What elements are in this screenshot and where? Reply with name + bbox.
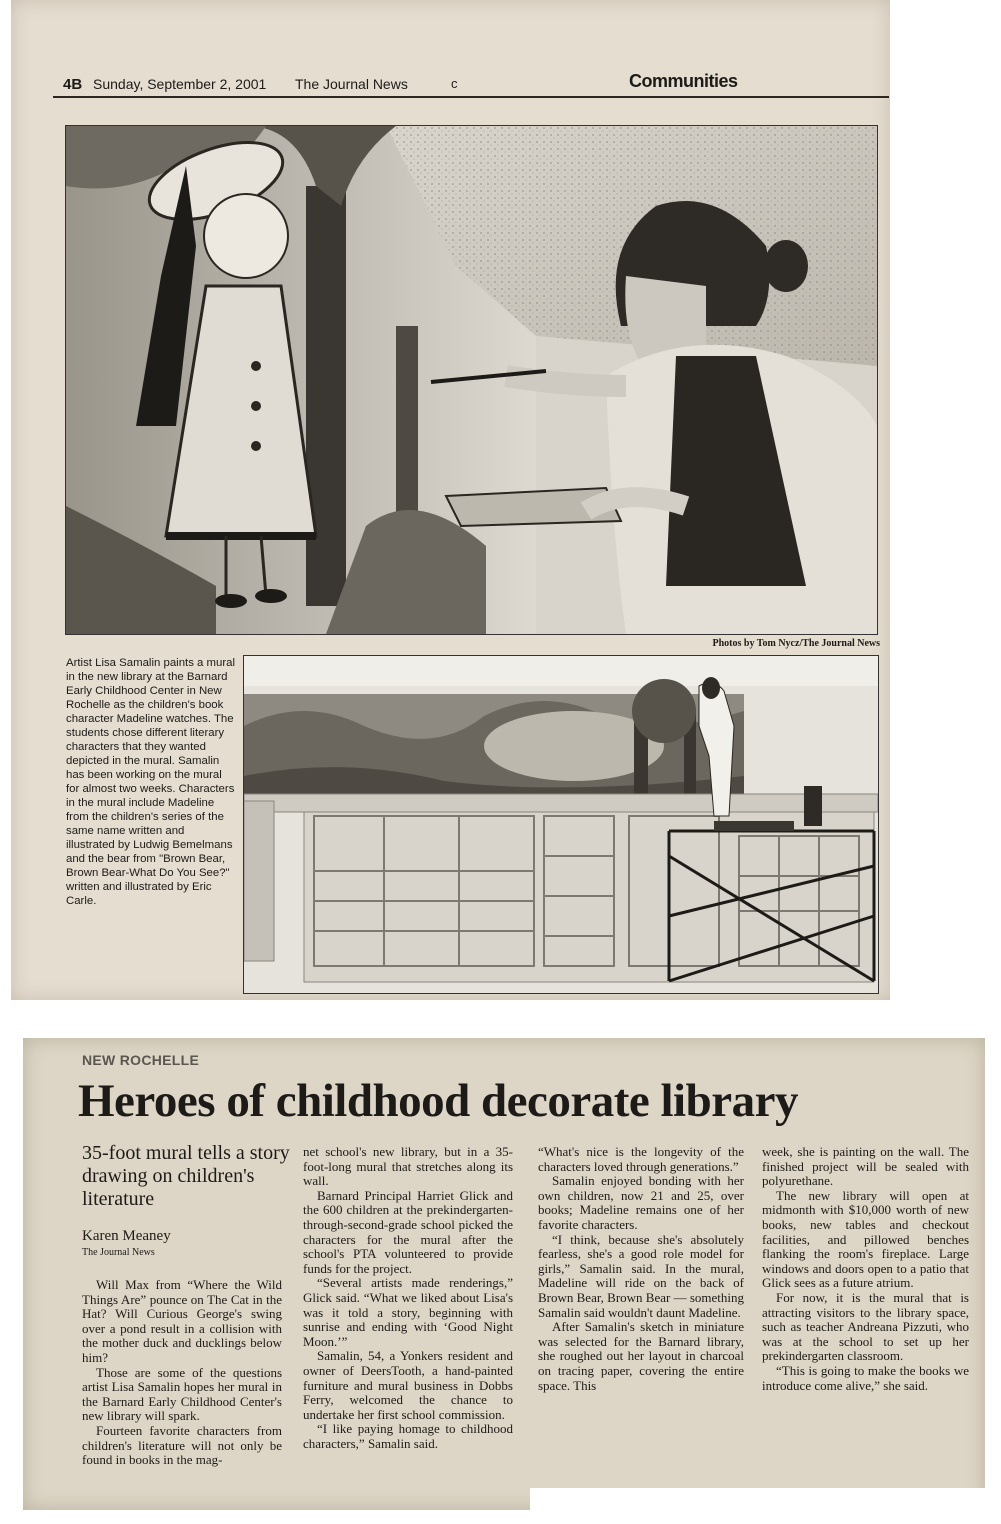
paragraph: net school's new library, but in a 35-foot-long mural that stretches along its wall. — [303, 1144, 513, 1189]
paragraph: Samalin enjoyed bonding with her own children, now 21 and 25, over books; Madeline remains one of her favorite characters. — [538, 1173, 744, 1232]
paragraph: “What's nice is the longevity of the characters loved through generations.” — [538, 1144, 744, 1174]
article-headline: Heroes of childhood decorate library — [78, 1075, 798, 1127]
mural-overview-photo — [243, 655, 879, 994]
article-column-4 — [762, 1145, 969, 1393]
author-byline: Karen Meaney — [82, 1228, 171, 1244]
clipping-cutout — [530, 1488, 990, 1524]
paragraph: “I think, because she's absolutely fearless, she's a good role model for girls,” Samalin said. In the mural, Madeline will ride on the back of Brown Bear, Brown Bear — something Samalin said wouldn't daunt Madeline. — [538, 1231, 745, 1320]
mural-overview-image — [244, 656, 878, 993]
section-name: Communities — [629, 71, 738, 91]
article-column-3 — [538, 1145, 744, 1393]
paragraph: Barnard Principal Harriet Glick and the 600 children at the prekindergarten-through-second-grade school picked the characters for the mural after the school's PTA volunteered to provide funds for the project. — [303, 1187, 513, 1276]
article-subheadline: 35-foot mural tells a story drawing on children's literature — [82, 1142, 290, 1210]
artist-painting-image — [66, 126, 877, 634]
paragraph: week, she is painting on the wall. The finished project will be sealed with polyurethane. — [762, 1144, 969, 1189]
page-number: 4B — [63, 76, 83, 93]
artist-painting-photo — [65, 125, 878, 635]
edition-mark: c — [451, 76, 458, 91]
photo-credit: Photos by Tom Nycz/The Journal News — [712, 638, 880, 649]
paragraph: After Samalin's sketch in miniature was selected for the Barnard library, she roughed out her layout in charcoal on tracing paper, covering the entire space. This — [538, 1319, 744, 1393]
article-column-2 — [303, 1145, 513, 1451]
author-organization: The Journal News — [82, 1247, 155, 1258]
paragraph: “This is going to make the books we introduce come alive,” she said. — [762, 1362, 969, 1393]
paragraph: “I like paying homage to childhood characters,” Samalin said. — [303, 1421, 513, 1451]
paragraph: The new library will open at midmonth with $10,000 worth of new books, new tables and checkout facilities, and pillowed benches flanking the room's fireplace. Large windows and doors open to a patio that Glick sees as a future atrium. — [762, 1187, 969, 1291]
paragraph: Samalin, 54, a Yonkers resident and owner of DeersTooth, a hand-painted furniture and mural business in Dobbs Ferry, welcomed the chance to undertake her first school commission. — [303, 1348, 513, 1422]
publication-date: Sunday, September 2, 2001 — [93, 76, 267, 92]
article-column-1 — [82, 1278, 282, 1468]
paragraph: “Several artists made renderings,” Glick said. “What we liked about Lisa's was it told a story, beginning with sunrise and ending with ‘Good Night Moon.’” — [303, 1275, 513, 1349]
paragraph: For now, it is the mural that is attracting visitors to the library space, such as teacher Andreana Pizzuti, who was at the school to set up her prekindergarten classroom. — [762, 1289, 969, 1364]
newspaper-name: The Journal News — [295, 76, 408, 92]
page-header — [53, 71, 889, 98]
paragraph: Those are some of the questions artist Lisa Samalin hopes her mural in the Barnard Early Childhood Center's new library will spark. — [82, 1364, 282, 1424]
photo-caption: Artist Lisa Samalin paints a mural in the new library at the Barnard Early Childhood Center in New Rochelle as the children's book character Madeline watches. The students chose different literary characters that they wanted depicted in the mural. Samalin has been working on the mural for almost two weeks. Characters in the mural include Madeline from the children's series of the same name written and illustrated by Ludwig Bemelmans and the bear from "Brown Bear, Brown Bear-What Do You See?" written and illustrated by Eric Carle. — [66, 657, 236, 907]
location-kicker: NEW ROCHELLE — [82, 1052, 200, 1068]
paragraph: Will Max from “Where the Wild Things Are” pounce on The Cat in the Hat? Will Curious George's swing over a pond result in a collision with the mother duck and ducklings below him? — [82, 1277, 282, 1365]
paragraph: Fourteen favorite characters from children's literature will not only be found in books in the mag- — [82, 1422, 282, 1468]
